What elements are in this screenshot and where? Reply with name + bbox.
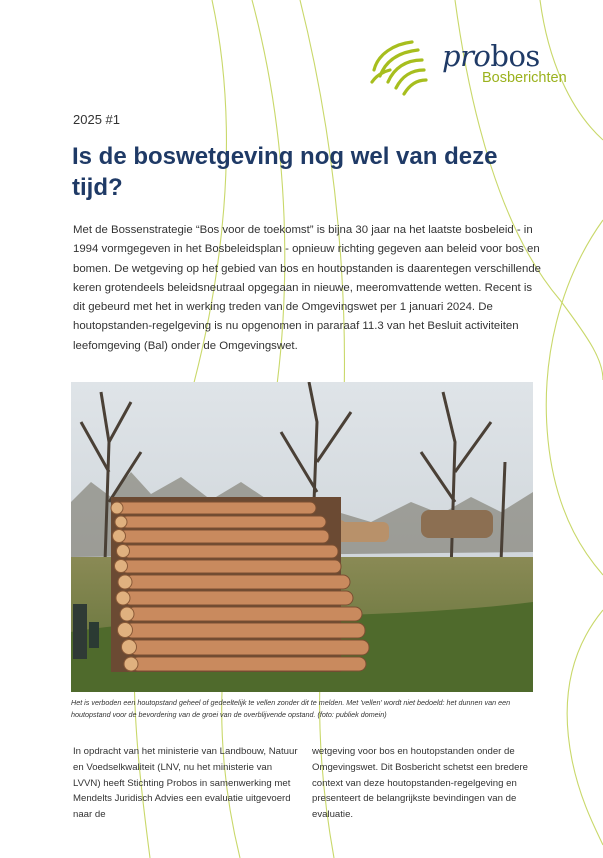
issue-number: 2025 #1 [73, 112, 120, 127]
probos-logo [366, 36, 576, 96]
brand-name-suffix: bos [490, 39, 540, 73]
page-title: Is de boswetgeving nog wel van deze tijd? [72, 143, 498, 201]
log-pile-photo [71, 382, 533, 692]
brand-subtitle: Bosberichten [482, 70, 567, 86]
brand-name [442, 40, 540, 72]
brand-name-prefix: pro [442, 39, 491, 73]
photo-caption: Het is verboden een houtopstand geheel of gedeeltelijk te vellen zonder dit te melden. Met 'vellen' wordt niet bedoeld: het dunnen van een houtopstand voor de bevordering van de groei van de overblijvende opstand. (foto: publiek domein) [71, 698, 511, 719]
body-column-2: wetgeving voor bos en houtopstanden onder de Omgevingswet. Dit Bosbericht schetst een bredere context van deze houtopstanden-regelgeving en presenteert de belangrijkste bevindingen van de evaluatie. [312, 746, 528, 821]
fern-logo-icon [366, 36, 438, 96]
body-column-1: In opdracht van het ministerie van Landbouw, Natuur en Voedselkwaliteit (LNV, nu het ministerie van LVVN) heeft Stichting Probos in samenwerking met Mendelts Juridisch Advies een evaluatie uitgevoerd naar de [73, 746, 298, 821]
intro-paragraph: Met de Bossenstrategie “Bos voor de toekomst” is bijna 30 jaar na het laatste bosbeleid - in 1994 vormgegeven in het Bosbeleidsplan - opnieuw richting gegeven aan beleid voor bos en bomen. De wetgeving op het gebied van bos en houtopstanden is daarentegen verschillende keren grotendeels beleidsneutraal opgegaan in nieuwe, meeromvattende wetten. Recent is dit gebeurd met het in werking treden van de Omgevingswet per 1 januari 2024. De houtopstanden-regelgeving is nu opgenomen in pararaaf 11.3 van het Besluit activiteiten leefomgeving (Bal) onder de Omgevingswet. [73, 224, 541, 352]
forest-scene-illustration [71, 382, 533, 692]
